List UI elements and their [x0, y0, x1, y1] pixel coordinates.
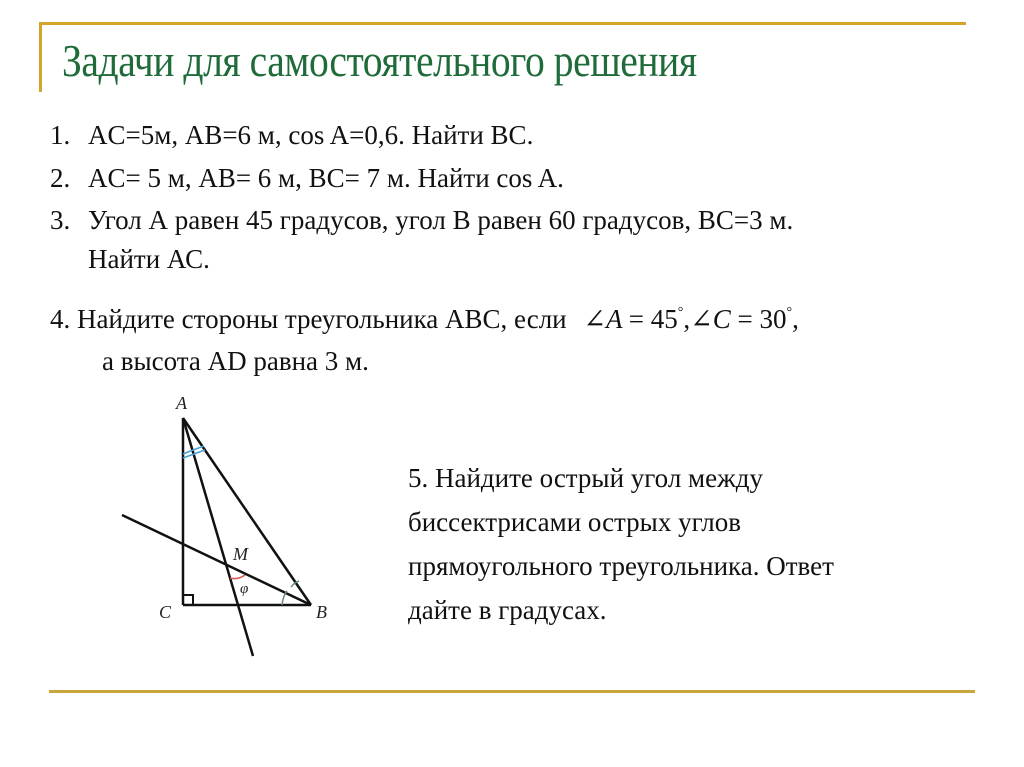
task-5-line: прямоугольного треугольника. Ответ — [408, 551, 834, 581]
task-text: Угол А равен 45 градусов, угол В равен 60 градусов, ВС=3 м. — [88, 205, 794, 235]
task-number: 2. — [50, 163, 71, 193]
task-5-line: 5. Найдите острый угол между — [408, 463, 764, 493]
task-4-continuation: а высота AD равна 3 м. — [102, 346, 369, 376]
slide-title: Задачи для самостоятельного решения — [62, 35, 697, 86]
frame-bottom-rule — [49, 690, 975, 693]
angle-icon: ∠ — [690, 304, 713, 334]
task-5-line: дайте в градусах. — [408, 595, 607, 625]
task-3-continuation: Найти АС. — [88, 244, 210, 274]
angle-label-phi: φ — [240, 581, 249, 597]
task-text: AC=5м, AB=6 м, cos A=0,6. Найти BC. — [88, 120, 534, 150]
task-text: Найдите стороны треугольника АВС, если — [77, 304, 567, 334]
angle-condition: ∠A = 45°,∠C = 30°, — [583, 304, 799, 334]
vertex-label-a: A — [176, 393, 187, 413]
task-number: 3. — [50, 205, 71, 235]
angle-icon: ∠ — [583, 304, 606, 334]
task-5-line: биссектрисами острых углов — [408, 507, 741, 537]
task-number: 4. — [50, 304, 71, 334]
point-label-m: M — [233, 544, 248, 564]
task-number: 1. — [50, 120, 71, 150]
vertex-label-b: B — [316, 602, 327, 622]
vertex-label-c: C — [159, 602, 172, 622]
task-text: AC= 5 м, AB= 6 м, BC= 7 м. Найти cos A. — [88, 163, 564, 193]
